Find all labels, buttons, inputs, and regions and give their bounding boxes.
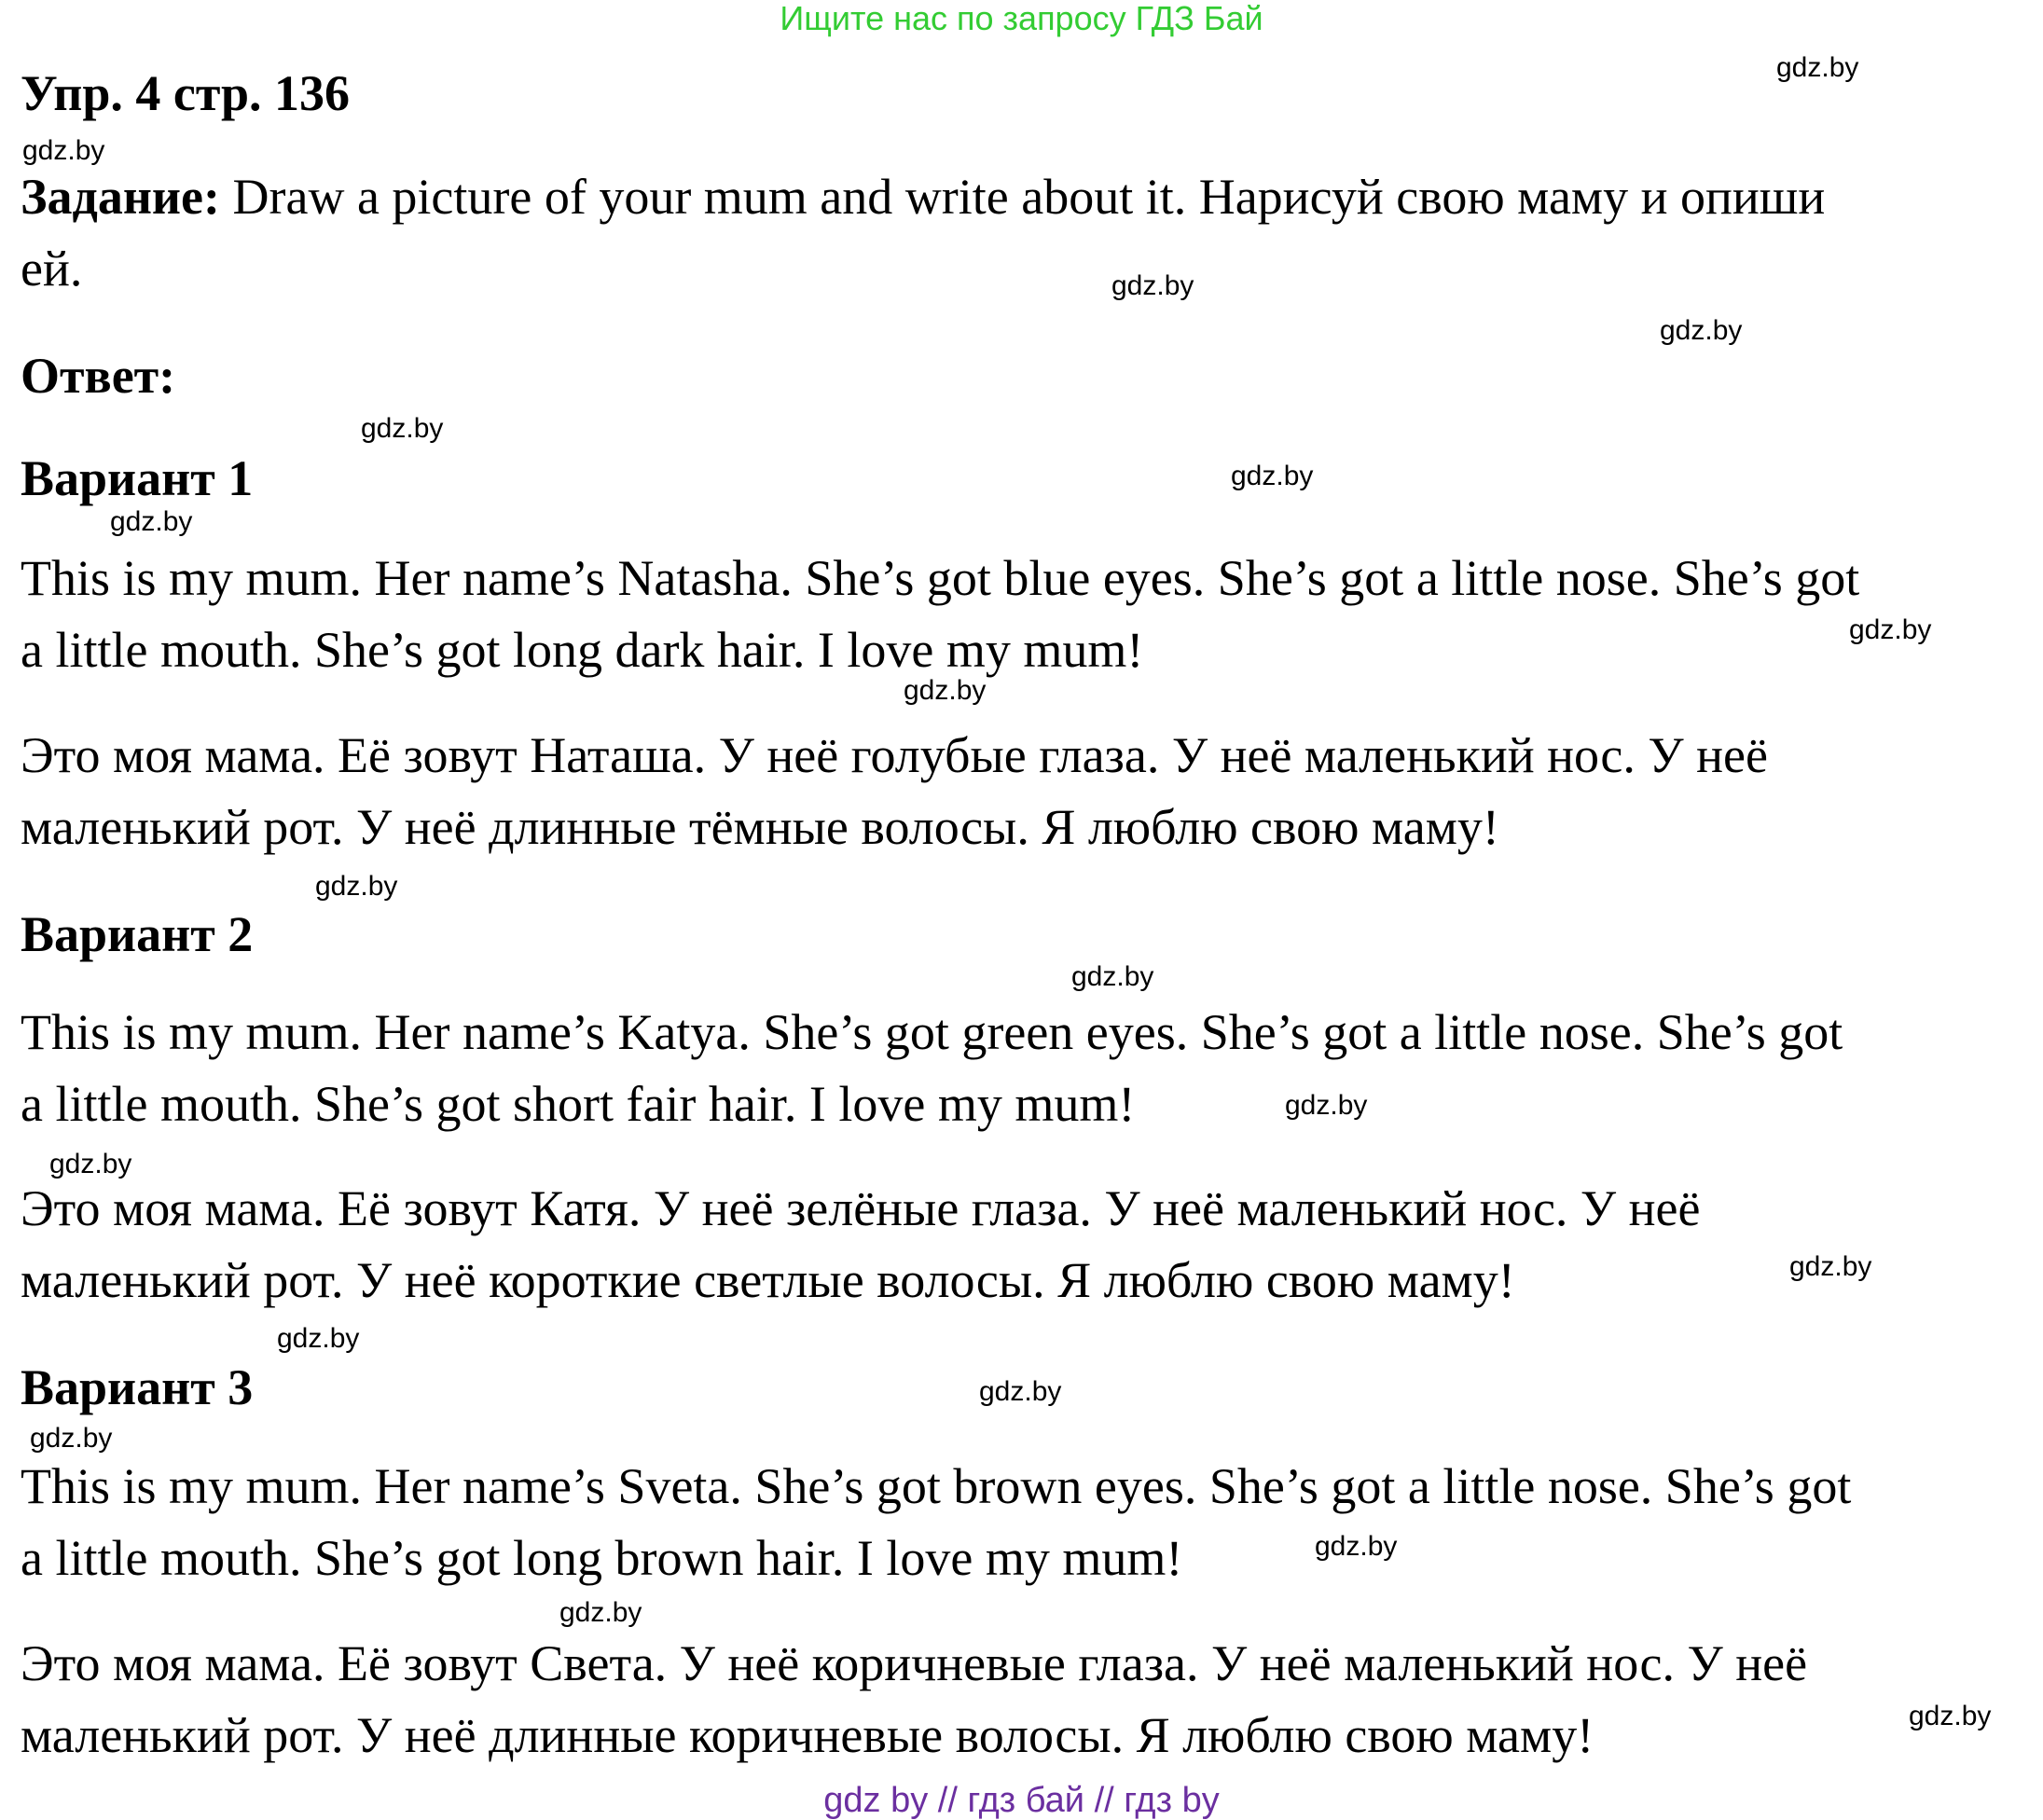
variant-3-en-line-2: a little mouth. She’s got long brown hair. I love my mum!: [21, 1530, 1183, 1586]
task-line-2: ей.: [21, 241, 83, 296]
variant-1-heading: Вариант 1: [21, 450, 254, 506]
watermark: gdz.by: [315, 871, 398, 902]
watermark: gdz.by: [904, 675, 987, 706]
task-label: Задание:: [21, 169, 220, 225]
watermark: gdz.by: [1909, 1701, 1992, 1731]
top-banner: Ищите нас по запросу ГДЗ Бай: [780, 0, 1263, 37]
variant-2-en-line-2: a little mouth. She’s got short fair hair. I love my mum!: [21, 1076, 1136, 1132]
watermark: gdz.by: [1660, 315, 1743, 346]
watermark: gdz.by: [559, 1597, 642, 1628]
watermark: gdz.by: [1849, 614, 1932, 645]
variant-1-ru-line-2: маленький рот. У неё длинные тёмные волосы. Я люблю свою маму!: [21, 799, 1499, 855]
watermark: gdz.by: [22, 135, 105, 166]
variant-1-ru-line-1: Это моя мама. Её зовут Наташа. У неё голубые глаза. У неё маленький нос. У неё: [21, 727, 1768, 783]
watermark: gdz.by: [1776, 52, 1859, 83]
variant-3-en-line-1: This is my mum. Her name’s Sveta. She’s got brown eyes. She’s got a little nose. She’s got: [21, 1458, 1852, 1514]
variant-3-ru-line-2: маленький рот. У неё длинные коричневые волосы. Я люблю свою маму!: [21, 1707, 1594, 1763]
task-line-1: [21, 161, 2025, 233]
variant-2-ru-line-2: маленький рот. У неё короткие светлые волосы. Я люблю свою маму!: [21, 1252, 1515, 1308]
watermark: gdz.by: [979, 1376, 1062, 1407]
watermark: gdz.by: [1315, 1531, 1398, 1562]
variant-2-ru-line-1: Это моя мама. Её зовут Катя. У неё зелёные глаза. У неё маленький нос. У неё: [21, 1180, 1701, 1236]
watermark: gdz.by: [1231, 461, 1314, 491]
variant-3-ru-line-1: Это моя мама. Её зовут Света. У неё коричневые глаза. У неё маленький нос. У неё: [21, 1635, 1808, 1691]
watermark: gdz.by: [277, 1323, 360, 1354]
task-text: Draw a picture of your mum and write about it. Нарисуй свою маму и опиши: [220, 169, 1826, 225]
variant-3-heading: Вариант 3: [21, 1359, 254, 1415]
variant-1-en-line-2: a little mouth. She’s got long dark hair. I love my mum!: [21, 622, 1144, 678]
watermark: gdz.by: [1789, 1251, 1872, 1282]
variant-1-en-line-1: This is my mum. Her name’s Natasha. She’s got blue eyes. She’s got a little nose. She’s got: [21, 550, 1860, 606]
variant-2-heading: Вариант 2: [21, 906, 254, 962]
variant-2-en-line-1: This is my mum. Her name’s Katya. She’s got green eyes. She’s got a little nose. She’s got: [21, 1004, 1843, 1060]
watermark: gdz.by: [110, 506, 193, 537]
watermark: gdz.by: [1071, 961, 1154, 992]
footer-watermark: gdz by // гдз бай // гдз by: [823, 1781, 1220, 1820]
watermark: gdz.by: [49, 1149, 132, 1179]
exercise-title: Упр. 4 стр. 136: [21, 65, 351, 121]
watermark: gdz.by: [30, 1423, 113, 1454]
watermark: gdz.by: [1285, 1090, 1368, 1121]
watermark: gdz.by: [1111, 270, 1194, 301]
answer-label: Ответ:: [21, 348, 176, 404]
watermark: gdz.by: [361, 413, 444, 444]
